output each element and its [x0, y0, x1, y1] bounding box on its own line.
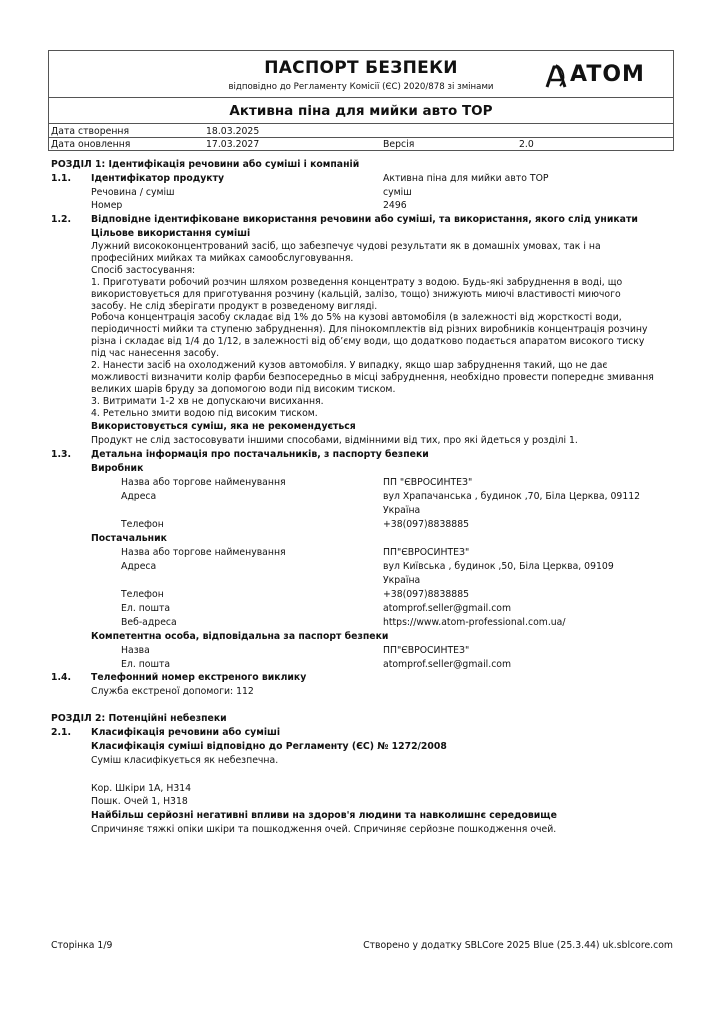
version-value: 2.0	[519, 139, 534, 150]
not-recommended-text: Продукт не слід застосовувати іншими способами, відмінними від тих, про які йдеться у розділі 1.	[91, 435, 578, 446]
hazard-class-skin: Кор. Шкіри 1А, Н314	[91, 783, 192, 794]
atom-logo-icon	[544, 63, 568, 89]
not-recommended-title: Використовується суміш, яка не рекомендується	[91, 421, 356, 432]
supplier-title: Постачальник	[91, 533, 167, 544]
logo-text: ATOM	[570, 62, 645, 87]
substance-label: Речовина / суміш	[91, 187, 175, 198]
intended-use-title: Цільове використання суміші	[91, 228, 251, 239]
regulation-classification-title: Класифікація суміші відповідно до Регламенту (ЄС) № 1272/2008	[91, 741, 447, 752]
s21-number: 2.1.	[51, 727, 72, 738]
s11-number: 1.1.	[51, 173, 72, 184]
intended-use-line: великих шарів бруду за допомогою води під високим тиском.	[91, 383, 396, 395]
supplier-phone-label: Телефон	[121, 589, 164, 600]
manufacturer-address-line1: вул Храпачанська , будинок ,70, Біла Церква, 09112	[383, 491, 641, 502]
created-label: Дата створення	[51, 126, 130, 137]
manufacturer-address-line2: Україна	[383, 505, 421, 516]
supplier-web-label: Веб-адреса	[121, 617, 177, 628]
intended-use-line: 2. Нанести засіб на охолоджений кузов автомобіля. У випадку, якщо шар забруднення такий, що не дає	[91, 360, 608, 372]
intended-use-line: під час нанесення засобу.	[91, 348, 220, 360]
s14-title: Телефонний номер екстреного виклику	[91, 672, 307, 683]
supplier-web-value[interactable]: https://www.atom-professional.com.ua/	[383, 617, 566, 628]
updated-value: 17.03.2027	[206, 139, 260, 150]
supplier-address-label: Адреса	[121, 561, 157, 572]
created-with-text: Створено у додатку SBLCore 2025 Blue (25.3.44) uk.sblcore.com	[363, 940, 673, 951]
intended-use-line: використовується для приготування розчину (кальцій, залізо, тощо) знижують миючі властивості миючого	[91, 288, 621, 300]
supplier-name-label: Назва або торгове найменування	[121, 547, 286, 558]
s12-title: Відповідне ідентифіковане використання речовини або суміші, та використання, якого слід уникати	[91, 214, 638, 225]
version-label: Версія	[383, 139, 415, 150]
intended-use-text	[91, 241, 654, 420]
intended-use-line: 4. Ретельно змити водою під високим тиском.	[91, 407, 318, 419]
number-label: Номер	[91, 200, 123, 211]
manufacturer-name-value: ПП "ЄВРОСИНТЕЗ"	[383, 477, 473, 488]
effects-title: Найбільш серйозні негативні впливи на здоров'я людини та навколишнє середовище	[91, 810, 557, 821]
intended-use-line: періодичності мийки та ступеню забруднення). Для пінокомплектів від різних виробників концентрація розчину	[91, 324, 648, 336]
document-title: ПАСПОРТ БЕЗПЕКИ	[264, 58, 458, 78]
classified-text: Суміш класифікується як небезпечна.	[91, 755, 279, 766]
supplier-address-line2: Україна	[383, 575, 421, 586]
s14-number: 1.4.	[51, 672, 72, 683]
s13-title: Детальна інформація про постачальників, з паспорту безпеки	[91, 449, 429, 460]
substance-value: суміш	[383, 187, 412, 198]
created-value: 18.03.2025	[206, 126, 260, 137]
intended-use-line: можливості визначити колір фарби безпосередньо в місці забруднення, необхідно провести попереднє змивання	[91, 371, 654, 383]
competent-email-label: Ел. пошта	[121, 659, 171, 670]
emergency-service-text: Служба екстреної допомоги: 112	[91, 686, 254, 697]
competent-person-title: Компетентна особа, відповідальна за паспорт безпеки	[91, 631, 389, 642]
section1-title: РОЗДІЛ 1: Ідентифікація речовини або суміші і компаній	[51, 159, 360, 170]
manufacturer-name-label: Назва або торгове найменування	[121, 477, 286, 488]
intended-use-line: засобу. Не слід зберігати продукт в розведеному вигляді.	[91, 300, 378, 312]
intended-use-line: Лужний висококонцентрований засіб, що забезпечує чудові результати як в домашніх умовах, так і на	[91, 241, 601, 252]
intended-use-line: 3. Витримати 1-2 хв не допускаючи висихання.	[91, 395, 324, 407]
number-value: 2496	[383, 200, 407, 211]
s21-title: Класифікація речовини або суміші	[91, 727, 281, 738]
product-identifier-value: Активна піна для мийки авто TOP	[383, 173, 549, 184]
s13-number: 1.3.	[51, 449, 72, 460]
supplier-address-line1: вул Київська , будинок ,50, Біла Церква, 09109	[383, 561, 614, 572]
competent-name-value: ПП"ЄВРОСИНТЕЗ"	[383, 645, 470, 656]
manufacturer-address-label: Адреса	[121, 491, 157, 502]
section2-title: РОЗДІЛ 2: Потенційні небезпеки	[51, 713, 227, 724]
intended-use-line: професійних мийках та мийках самообслуговування.	[91, 252, 354, 264]
supplier-phone-value: +38(097)8838885	[383, 589, 470, 600]
s12-number: 1.2.	[51, 214, 72, 225]
intended-use-line: різна і складає від 1/4 до 1/12, в залежності від об’єму води, що додатково подається апаратом високого тиску	[91, 336, 645, 348]
s11-title: Ідентифікатор продукту	[91, 173, 225, 184]
supplier-email-label: Ел. пошта	[121, 603, 171, 614]
manufacturer-phone-label: Телефон	[121, 519, 164, 530]
hazard-class-eye: Пошк. Очей 1, Н318	[91, 796, 188, 807]
intended-use-line: 1. Приготувати робочий розчин шляхом розведення концентрату з водою. Будь-які забруднення в воді, що	[91, 276, 623, 288]
regulation-subtitle: відповідно до Регламенту Комісії (ЄС) 2020/878 зі змінами	[228, 82, 494, 92]
dates-divider	[48, 137, 674, 138]
manufacturer-phone-value: +38(097)8838885	[383, 519, 470, 530]
competent-email-value[interactable]: atomprof.seller@gmail.com	[383, 659, 512, 670]
product-title: Активна піна для мийки авто TOP	[229, 103, 493, 119]
supplier-name-value: ПП"ЄВРОСИНТЕЗ"	[383, 547, 470, 558]
intended-use-line: Робоча концентрація засобу складає від 1% до 5% на кузові автомобіля (в залежності від жорсткості води,	[91, 312, 622, 324]
supplier-email-value[interactable]: atomprof.seller@gmail.com	[383, 603, 512, 614]
competent-name-label: Назва	[121, 645, 150, 656]
effects-text: Спричиняє тяжкі опіки шкіри та пошкодження очей. Спричиняє серйозне пошкодження очей.	[91, 824, 557, 835]
updated-label: Дата оновлення	[51, 139, 131, 150]
page-number: Сторінка 1/9	[51, 940, 113, 951]
intended-use-line: Спосіб застосування:	[91, 264, 196, 276]
atom-logo	[544, 62, 674, 90]
manufacturer-title: Виробник	[91, 463, 144, 474]
